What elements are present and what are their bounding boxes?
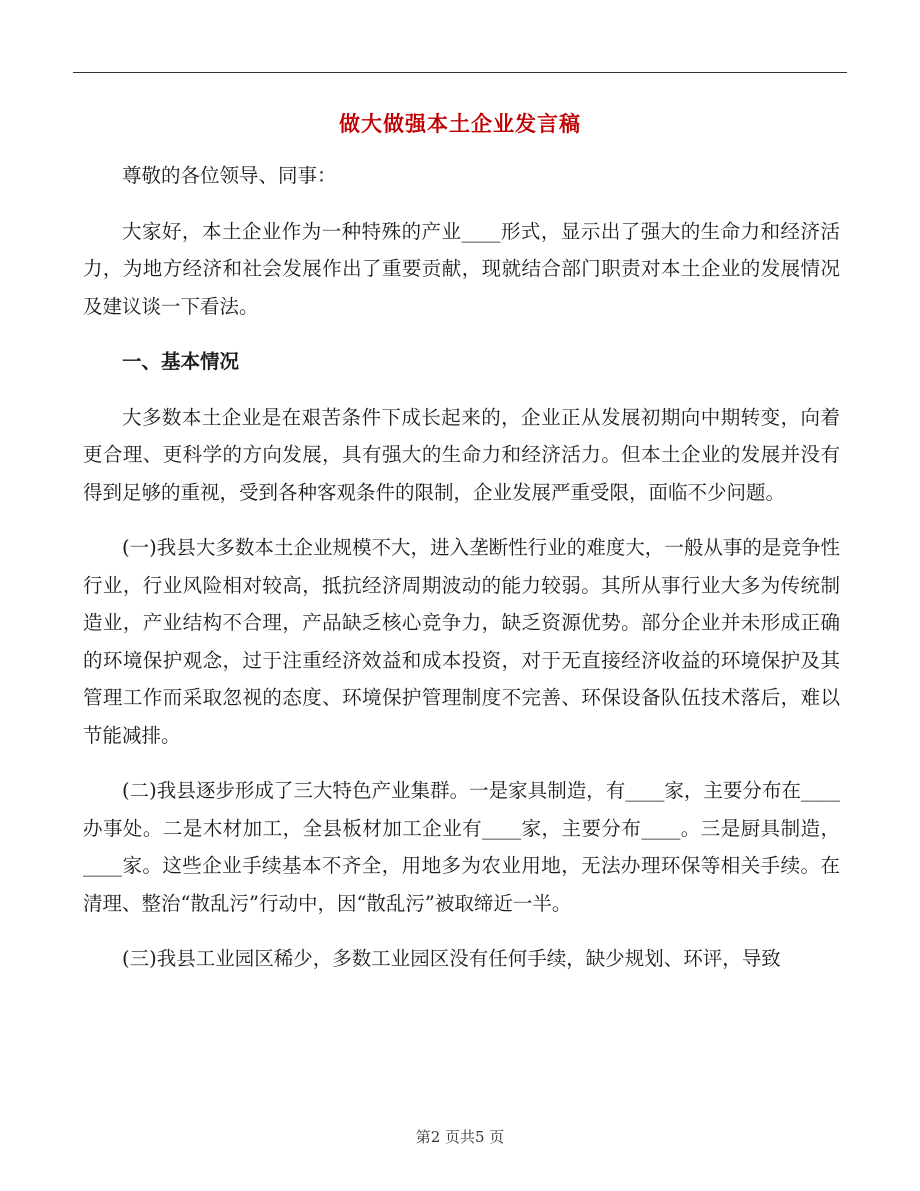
paragraph-intro: 大家好，本土企业作为一种特殊的产业____形式，显示出了强大的生命力和经济活力，为地方经济和社会发展作出了重要贡献，现就结合部门职责对本土企业的发展情况及建议谈一下看法。 [83,219,840,318]
paragraph-item-3: (三)我县工业园区稀少，多数工业园区没有任何手续，缺少规划、环评，导致 [122,947,781,970]
paragraph-item-2: (二)我县逐步形成了三大特色产业集群。一是家具制造，有____家，主要分布在____办事处。二是木材加工，全县板材加工企业有____家，主要分布____。三是厨具制造，____家。这些企业手续基本不齐全，用地多为农业用地，无法办理环保等相关手续。在清理、整治“散乱污”行动中，因“散乱污”被取缔近一半。 [83,779,840,915]
page-number: 第2 页共5 页 [415,1128,505,1146]
paragraph-overview: 大多数本土企业是在艰苦条件下成长起来的，企业正从发展初期向中期转变，向着更合理、更科学的方向发展，具有强大的生命力和经济活力。但本土企业的发展并没有得到足够的重视，受到各种客观条件的限制，企业发展严重受限，面临不少问题。 [83,405,840,504]
greeting: 尊敬的各位领导、同事： [122,164,337,187]
paragraph-item-1: (一)我县大多数本土企业规模不大，进入垄断性行业的难度大，一般从事的是竞争性行业，行业风险相对较高，抵抗经济周期波动的能力较弱。其所从事行业大多为传统制造业，产业结构不合理，产品缺乏核心竞争力，缺乏资源优势。部分企业并未形成正确的环境保护观念，过于注重经济效益和成本投资，对于无直接经济收益的环境保护及其管理工作而采取忽视的态度、环境保护管理制度不完善、环保设备队伍技术落后，难以节能减排。 [83,536,840,747]
document-body [83,157,840,996]
header-rule [73,72,847,73]
document-title: 做大做强本土企业发言稿 [339,111,581,136]
section-heading: 一、基本情况 [122,350,240,373]
